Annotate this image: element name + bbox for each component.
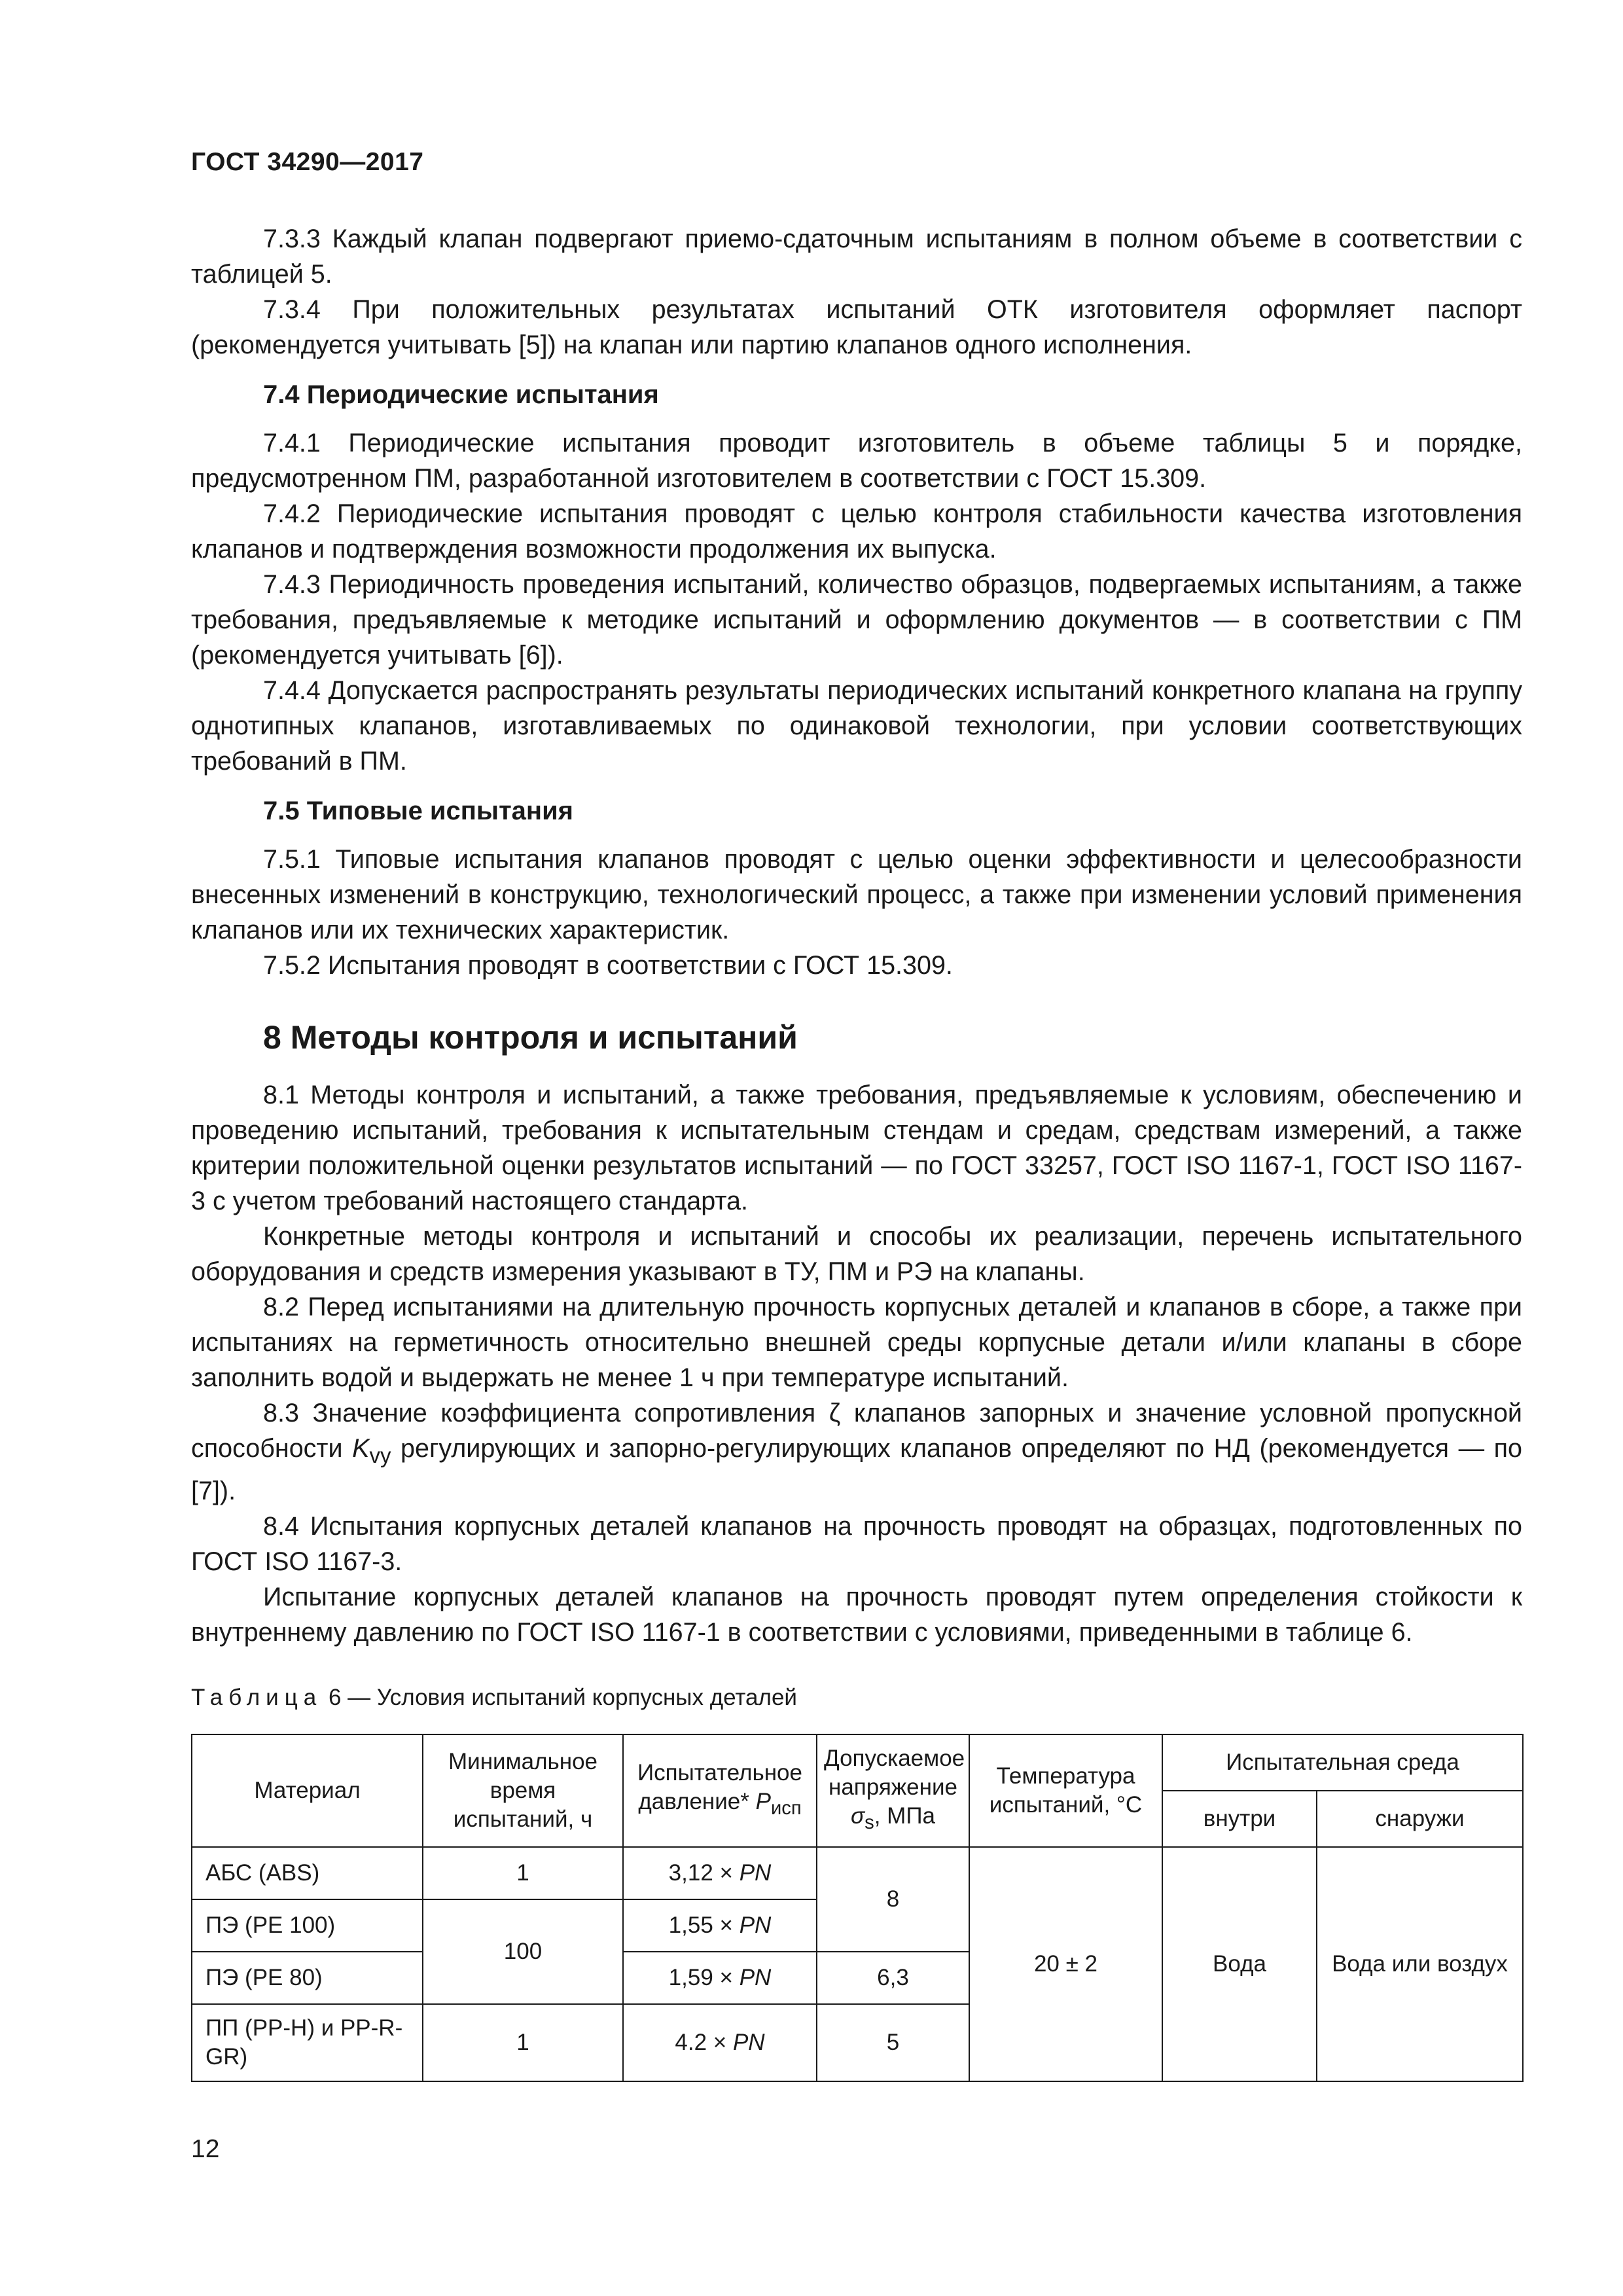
pn-symbol: PN xyxy=(732,2029,765,2055)
paragraph-8-1-b: Конкретные методы контроля и испытаний и способы их реализации, перечень испытательного оборудования и средств измерения указывают в ТУ, ПМ и РЭ на клапаны. xyxy=(191,1222,1522,1286)
paragraph-8-3-text-a: 8.3 Значение коэффициента сопротивления ζ клапанов запорных и значение условной пропускной способности xyxy=(191,1399,1522,1463)
cell-material: АБС (ABS) xyxy=(192,1847,423,1899)
paragraph-7-3-4: 7.3.4 При положительных результатах испытаний ОТК изготовителя оформляет паспорт (рекомендуется учитывать [5]) на клапан или партию клапанов одного исполнения. xyxy=(191,295,1522,359)
paragraph-8-3 xyxy=(191,1395,1522,1509)
cell-material: ПП (PP-H) и PP-R-GR) xyxy=(192,2004,423,2081)
cell-medium-inside: Вода xyxy=(1162,1847,1317,2081)
cell-min-time: 1 xyxy=(423,2004,623,2081)
pn-symbol: PN xyxy=(739,1859,772,1886)
k-symbol: K xyxy=(352,1434,370,1463)
paragraph-8-3-text-b: регулирующих и запорно-регулирующих клапанов определяют по НД (рекомендуется — по [7]). xyxy=(191,1434,1523,1505)
cell-pressure xyxy=(623,1952,817,2004)
paragraph-7-4-2: 7.4.2 Периодические испытания проводят с целью контроля стабильности качества изготовления клапанов и подтверждения возможности продолжения их выпуска. xyxy=(191,499,1522,564)
heading-8: 8 Методы контроля и испытаний xyxy=(263,1019,798,1056)
paragraph-8-1: 8.1 Методы контроля и испытаний, а также требования, предъявляемые к условиям, обеспечению и проведению испытаний, требования к испытательным стендам и средам, средствам измерений, а также критерии положительной оценки результатов испытаний — по ГОСТ 33257, ГОСТ ISO 1167-1, ГОСТ ISO 1167-3 с учетом требований настоящего стандарта. xyxy=(191,1081,1522,1215)
table-6 xyxy=(191,1734,1524,2082)
page-content xyxy=(191,221,1522,2082)
cell-stress: 5 xyxy=(817,2004,969,2081)
paragraph-7-5-2: 7.5.2 Испытания проводят в соответствии с ГОСТ 15.309. xyxy=(263,951,953,980)
header-min-time: Минимальное время испытаний, ч xyxy=(423,1734,623,1847)
header-pressure xyxy=(623,1734,817,1847)
header-medium: Испытательная среда xyxy=(1162,1734,1523,1791)
paragraph-7-4-1: 7.4.1 Периодические испытания проводит изготовитель в объеме таблицы 5 и порядке, предусмотренном ПМ, разработанной изготовителем в соответствии с ГОСТ 15.309. xyxy=(191,429,1522,493)
sigma-subscript: s xyxy=(865,1812,874,1833)
cell-min-time: 1 xyxy=(423,1847,623,1899)
paragraph-7-5-1: 7.5.1 Типовые испытания клапанов проводят с целью оценки эффективности и целесообразности внесенных изменений в конструкцию, технологический процесс, а также при изменении условий применения клапанов или их технических характеристик. xyxy=(191,845,1522,944)
header-temperature: Температура испытаний, °С xyxy=(969,1734,1162,1847)
cell-material: ПЭ (PE 80) xyxy=(192,1952,423,2004)
cell-material: ПЭ (PE 100) xyxy=(192,1899,423,1952)
table-6-caption xyxy=(191,1680,1522,1715)
heading-7-4: 7.4 Периодические испытания xyxy=(263,380,659,409)
paragraph-7-4-4: 7.4.4 Допускается распространять результаты периодических испытаний конкретного клапана на группу однотипных клапанов, изготавливаемых по одинаковой технологии, при условии соответствующих требований в ПМ. xyxy=(191,676,1522,776)
paragraph-7-4-3: 7.4.3 Периодичность проведения испытаний, количество образцов, подвергаемых испытаниям, а также требования, предъявляемые к методике испытаний и оформлению документов — в соответствии с ПМ (рекомендуется учитывать [6]). xyxy=(191,570,1522,670)
header-pressure-text: Испытательное давление* xyxy=(637,1759,802,1814)
pressure-factor: 4.2 × xyxy=(675,2029,733,2055)
table-header-row xyxy=(192,1734,1523,1791)
cell-stress: 8 xyxy=(817,1847,969,1952)
paragraph-8-2: 8.2 Перед испытаниями на длительную прочность корпусных деталей и клапанов в сборе, а также при испытаниях на герметичность относительно внешней среды корпусные детали и/или клапаны в сборе заполнить водой и выдержать не менее 1 ч при температуре испытаний. xyxy=(191,1293,1522,1392)
table-caption-title: 6 — Условия испытаний корпусных деталей xyxy=(322,1684,797,1710)
cell-pressure xyxy=(623,1899,817,1952)
document-header: ГОСТ 34290—2017 xyxy=(191,148,424,176)
pressure-symbol: P xyxy=(755,1788,771,1814)
sigma-symbol: σ xyxy=(851,1803,865,1829)
heading-7-5: 7.5 Типовые испытания xyxy=(263,797,574,825)
paragraph-7-3-3: 7.3.3 Каждый клапан подвергают приемо-сдаточным испытаниям в полном объеме в соответствии с таблицей 5. xyxy=(191,224,1522,289)
pressure-factor: 3,12 × xyxy=(668,1859,740,1886)
pn-symbol: PN xyxy=(739,1912,772,1938)
header-inside: внутри xyxy=(1162,1791,1317,1847)
k-subscript: vy xyxy=(369,1443,391,1467)
header-material: Материал xyxy=(192,1734,423,1847)
cell-min-time: 100 xyxy=(423,1899,623,2004)
cell-medium-outside: Вода или воздух xyxy=(1317,1847,1523,2081)
header-stress-unit: , МПа xyxy=(874,1803,935,1829)
pressure-factor: 1,59 × xyxy=(668,1964,740,1990)
header-stress-text: Допускаемое напряжение xyxy=(824,1745,965,1800)
cell-stress: 6,3 xyxy=(817,1952,969,2004)
paragraph-8-4-b: Испытание корпусных деталей клапанов на прочность проводят путем определения стойкости к внутреннему давлению по ГОСТ ISO 1167-1 в соответствии с условиями, приведенными в таблице 6. xyxy=(191,1582,1522,1647)
header-stress xyxy=(817,1734,969,1847)
pressure-factor: 1,55 × xyxy=(668,1912,740,1938)
cell-pressure xyxy=(623,2004,817,2081)
header-outside: снаружи xyxy=(1317,1791,1523,1847)
page-number: 12 xyxy=(191,2135,220,2163)
pn-symbol: PN xyxy=(739,1964,772,1990)
table-row xyxy=(192,1847,1523,1899)
pressure-subscript: исп xyxy=(770,1797,802,1819)
paragraph-8-4: 8.4 Испытания корпусных деталей клапанов на прочность проводят на образцах, подготовленных по ГОСТ ISO 1167-3. xyxy=(191,1511,1522,1576)
cell-temperature: 20 ± 2 xyxy=(969,1847,1162,2081)
table-caption-word: Таблица xyxy=(191,1684,323,1710)
cell-pressure xyxy=(623,1847,817,1899)
